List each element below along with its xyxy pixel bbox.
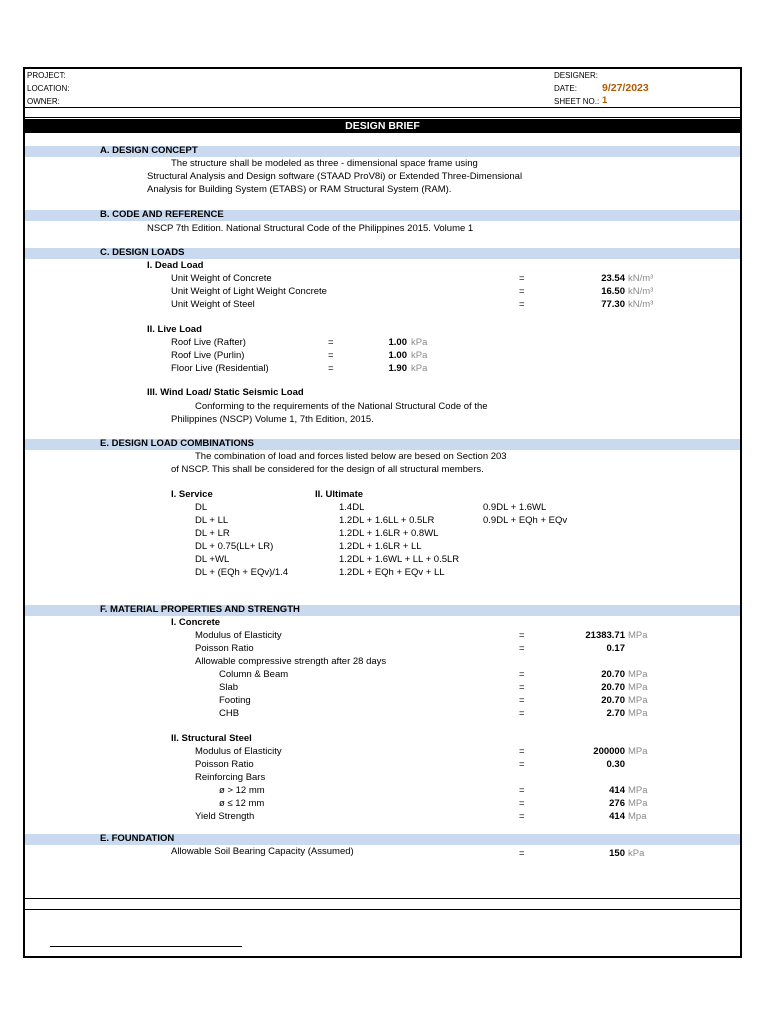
- material-heading: F. MATERIAL PROPERTIES AND STRENGTH: [100, 604, 300, 615]
- header-divider: [25, 107, 740, 108]
- service-combo: DL + LL: [195, 515, 229, 526]
- concrete-label: Column & Beam: [219, 669, 289, 680]
- sheet-value: 1: [602, 95, 608, 106]
- date-value: 9/27/2023: [602, 82, 649, 94]
- steel-label: Modulus of Elasticity: [195, 746, 282, 757]
- live-load-label: Roof Live (Purlin): [171, 350, 245, 361]
- concrete-label: Modulus of Elasticity: [195, 630, 282, 641]
- dead-load-label: Unit Weight of Light Weight Concrete: [171, 286, 327, 297]
- equals-sign: =: [519, 811, 525, 822]
- live-load-value: 1.90: [388, 363, 407, 374]
- concrete-label: Allowable compressive strength after 28 days: [195, 656, 387, 667]
- service-combo: DL +WL: [195, 554, 230, 565]
- concrete-value: 0.17: [606, 643, 625, 654]
- steel-label: Yield Strength: [195, 811, 255, 822]
- concrete-value: 20.70: [601, 669, 625, 680]
- design-loads-heading: C. DESIGN LOADS: [100, 247, 185, 258]
- unit: kN/m³: [628, 273, 654, 284]
- steel-value: 276: [609, 798, 625, 809]
- equals-sign: =: [519, 273, 525, 284]
- wind-load-heading: III. Wind Load/ Static Seismic Load: [147, 387, 304, 398]
- steel-label: ø ≤ 12 mm: [219, 798, 265, 809]
- service-heading: I. Service: [171, 489, 213, 500]
- equals-sign: =: [328, 337, 334, 348]
- ultimate-combo: 1.2DL + 1.6WL + LL + 0.5LR: [339, 554, 460, 565]
- service-combo: DL + LR: [195, 528, 230, 539]
- equals-sign: =: [519, 299, 525, 310]
- live-load-value: 1.00: [388, 350, 407, 361]
- steel-value: 200000: [593, 746, 625, 757]
- steel-label: Poisson Ratio: [195, 759, 254, 770]
- ultimate-combo: 1.2DL + 1.6LR + LL: [339, 541, 422, 552]
- code-text: NSCP 7th Edition. National Structural Code of the Philippines 2015. Volume 1: [147, 223, 474, 234]
- code-heading: B. CODE AND REFERENCE: [100, 209, 224, 220]
- unit: MPa: [628, 708, 648, 719]
- ultimate-combo: 1.2DL + EQh + EQv + LL: [339, 567, 445, 578]
- concept-line: Structural Analysis and Design software (STAAD ProV8i) or Extended Three-Dimensional: [147, 171, 523, 182]
- equals-sign: =: [519, 286, 525, 297]
- unit: kN/m³: [628, 299, 654, 310]
- dead-load-value: 16.50: [601, 286, 625, 297]
- foundation-label: Allowable Soil Bearing Capacity (Assumed): [171, 846, 354, 857]
- concrete-heading: I. Concrete: [171, 617, 221, 628]
- date-label: DATE:: [554, 84, 577, 93]
- load-combinations-heading: E. DESIGN LOAD COMBINATIONS: [100, 438, 254, 449]
- concrete-label: CHB: [219, 708, 240, 719]
- location-label: LOCATION:: [27, 84, 70, 93]
- unit: MPa: [628, 746, 648, 757]
- design-concept-heading: A. DESIGN CONCEPT: [100, 145, 198, 156]
- wind-line: Philippines (NSCP) Volume 1, 7th Edition, 2015.: [171, 414, 374, 425]
- project-label: PROJECT:: [27, 71, 66, 80]
- unit: kPa: [411, 337, 428, 348]
- equals-sign: =: [519, 798, 525, 809]
- equals-sign: =: [519, 643, 525, 654]
- concrete-value: 20.70: [601, 682, 625, 693]
- owner-label: OWNER:: [27, 97, 60, 106]
- designer-label: DESIGNER:: [554, 71, 599, 80]
- ultimate-combo: 1.2DL + 1.6LL + 0.5LR: [339, 515, 435, 526]
- wind-line: Conforming to the requirements of the National Structural Code of the: [195, 401, 488, 412]
- combo-line: of NSCP. This shall be considered for the design of all structural members.: [171, 464, 484, 475]
- equals-sign: =: [519, 848, 525, 859]
- ultimate-combo: 1.4DL: [339, 502, 365, 513]
- footer-divider: [25, 898, 740, 899]
- dead-load-label: Unit Weight of Concrete: [171, 273, 272, 284]
- footer-divider-2: [25, 909, 740, 910]
- concrete-value: 2.70: [606, 708, 625, 719]
- concrete-label: Footing: [219, 695, 251, 706]
- dead-load-label: Unit Weight of Steel: [171, 299, 255, 310]
- unit: kPa: [411, 363, 428, 374]
- unit: MPa: [628, 682, 648, 693]
- steel-heading: II. Structural Steel: [171, 733, 252, 744]
- unit: kPa: [411, 350, 428, 361]
- header-divider-2: [25, 117, 740, 118]
- unit: MPa: [628, 669, 648, 680]
- steel-value: 414: [609, 811, 625, 822]
- unit: kN/m³: [628, 286, 654, 297]
- foundation-heading: E. FOUNDATION: [100, 833, 175, 844]
- signature-line: [50, 946, 242, 947]
- service-combo: DL: [195, 502, 208, 513]
- combo-line: The combination of load and forces listed below are besed on Section 203: [195, 451, 507, 462]
- equals-sign: =: [519, 708, 525, 719]
- equals-sign: =: [328, 350, 334, 361]
- ultimate-combo: 1.2DL + 1.6LR + 0.8WL: [339, 528, 439, 539]
- page-title: DESIGN BRIEF: [25, 119, 740, 133]
- equals-sign: =: [328, 363, 334, 374]
- sheet-label: SHEET NO.:: [554, 97, 600, 106]
- live-load-label: Floor Live (Residential): [171, 363, 269, 374]
- unit: MPa: [628, 630, 648, 641]
- concrete-value: 21383.71: [585, 630, 625, 641]
- concept-line: Analysis for Building System (ETABS) or RAM Structural System (RAM).: [147, 184, 452, 195]
- unit: Mpa: [628, 811, 647, 822]
- concrete-value: 20.70: [601, 695, 625, 706]
- equals-sign: =: [519, 669, 525, 680]
- dead-load-value: 23.54: [601, 273, 625, 284]
- equals-sign: =: [519, 695, 525, 706]
- dead-load-value: 77.30: [601, 299, 625, 310]
- concrete-label: Poisson Ratio: [195, 643, 254, 654]
- concept-line: The structure shall be modeled as three - dimensional space frame using: [171, 158, 478, 169]
- unit: MPa: [628, 785, 648, 796]
- foundation-value: 150: [609, 848, 625, 859]
- unit: MPa: [628, 798, 648, 809]
- dead-load-heading: I. Dead Load: [147, 260, 204, 271]
- live-load-label: Roof Live (Rafter): [171, 337, 246, 348]
- equals-sign: =: [519, 682, 525, 693]
- live-load-heading: II. Live Load: [147, 324, 202, 335]
- ultimate-heading: II. Ultimate: [315, 489, 364, 500]
- live-load-value: 1.00: [388, 337, 407, 348]
- design-brief-sheet: [23, 67, 742, 958]
- service-combo: DL + (EQh + EQv)/1.4: [195, 567, 289, 578]
- ultimate-combo: 0.9DL + 1.6WL: [483, 502, 547, 513]
- equals-sign: =: [519, 746, 525, 757]
- unit: MPa: [628, 695, 648, 706]
- steel-label: ø > 12 mm: [219, 785, 265, 796]
- equals-sign: =: [519, 759, 525, 770]
- unit: kPa: [628, 848, 645, 859]
- service-combo: DL + 0.75(LL+ LR): [195, 541, 274, 552]
- equals-sign: =: [519, 785, 525, 796]
- steel-label: Reinforcing Bars: [195, 772, 266, 783]
- steel-value: 0.30: [606, 759, 625, 770]
- equals-sign: =: [519, 630, 525, 641]
- ultimate-combo: 0.9DL + EQh + EQv: [483, 515, 568, 526]
- steel-value: 414: [609, 785, 625, 796]
- concrete-label: Slab: [219, 682, 239, 693]
